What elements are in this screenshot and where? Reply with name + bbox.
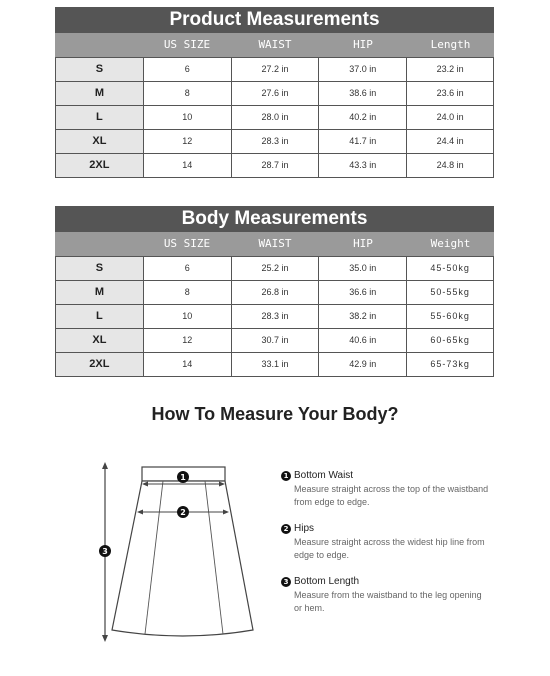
table-cell: 45-50kg bbox=[407, 257, 494, 281]
product-table-body bbox=[55, 57, 494, 178]
marker-2-icon bbox=[177, 506, 189, 518]
table-row bbox=[56, 106, 494, 130]
svg-text:1: 1 bbox=[180, 473, 186, 482]
table-cell: 65-73kg bbox=[407, 353, 494, 377]
instruction-bottom-length bbox=[281, 576, 491, 615]
table-cell: 26.8 in bbox=[232, 281, 320, 305]
table-cell: 38.6 in bbox=[319, 82, 407, 106]
svg-text:3: 3 bbox=[102, 547, 108, 556]
table-cell: 55-60kg bbox=[407, 305, 494, 329]
table-cell: 14 bbox=[144, 353, 232, 377]
table-cell: 35.0 in bbox=[319, 257, 407, 281]
body-measurements-table bbox=[55, 206, 494, 377]
size-cell: XL bbox=[56, 329, 144, 353]
table-cell: 10 bbox=[144, 305, 232, 329]
step-1-badge: 1 bbox=[281, 471, 291, 481]
header-cell-weight: Weight bbox=[430, 237, 471, 250]
instruction-text: Measure from the waistband to the leg opening or hem. bbox=[294, 590, 482, 613]
table-cell: 6 bbox=[144, 257, 232, 281]
header-cell-hip: HIP bbox=[353, 38, 373, 51]
table-cell: 23.6 in bbox=[407, 82, 494, 106]
header-cell-us-size: US SIZE bbox=[163, 38, 211, 51]
table-cell: 24.0 in bbox=[407, 106, 494, 130]
table-cell: 27.6 in bbox=[232, 82, 320, 106]
table-cell: 28.7 in bbox=[232, 154, 320, 178]
header-cell-length: Length bbox=[430, 38, 471, 51]
header-cell-waist: WAIST bbox=[258, 38, 292, 51]
table-row bbox=[56, 130, 494, 154]
size-cell: 2XL bbox=[56, 353, 144, 377]
table-cell: 60-65kg bbox=[407, 329, 494, 353]
header-cell-waist: WAIST bbox=[258, 237, 292, 250]
table-cell: 28.0 in bbox=[232, 106, 320, 130]
instruction-title: Bottom Length bbox=[294, 576, 360, 587]
table-cell: 10 bbox=[144, 106, 232, 130]
size-cell: S bbox=[56, 58, 144, 82]
table-cell: 8 bbox=[144, 281, 232, 305]
instruction-title: Bottom Waist bbox=[294, 470, 354, 481]
table-cell: 12 bbox=[144, 130, 232, 154]
header-cell-us-size: US SIZE bbox=[163, 237, 211, 250]
header-cell bbox=[55, 232, 143, 256]
instruction-title: Hips bbox=[294, 523, 315, 534]
size-cell: XL bbox=[56, 130, 144, 154]
size-cell: L bbox=[56, 106, 144, 130]
body-table-header bbox=[55, 232, 494, 256]
table-row bbox=[56, 305, 494, 329]
skirt-diagram bbox=[95, 462, 265, 652]
table-row bbox=[56, 281, 494, 305]
step-2-badge: 2 bbox=[281, 524, 291, 534]
size-cell: M bbox=[56, 82, 144, 106]
table-row bbox=[56, 353, 494, 377]
table-cell: 14 bbox=[144, 154, 232, 178]
table-row bbox=[56, 58, 494, 82]
body-table-title: Body Measurements bbox=[55, 206, 494, 232]
instruction-text: Measure straight across the top of the waistband from edge to edge. bbox=[294, 484, 489, 507]
table-cell: 25.2 in bbox=[232, 257, 320, 281]
step-3-badge: 3 bbox=[281, 577, 291, 587]
table-cell: 24.4 in bbox=[407, 130, 494, 154]
table-row bbox=[56, 154, 494, 178]
table-cell: 33.1 in bbox=[232, 353, 320, 377]
table-cell: 50-55kg bbox=[407, 281, 494, 305]
size-cell: S bbox=[56, 257, 144, 281]
measure-guide-title: How To Measure Your Body? bbox=[151, 404, 399, 424]
table-cell: 8 bbox=[144, 82, 232, 106]
table-cell: 27.2 in bbox=[232, 58, 320, 82]
product-measurements-table bbox=[55, 7, 494, 178]
table-cell: 24.8 in bbox=[407, 154, 494, 178]
table-cell: 43.3 in bbox=[319, 154, 407, 178]
table-cell: 30.7 in bbox=[232, 329, 320, 353]
product-table-header bbox=[55, 33, 494, 57]
table-cell: 23.2 in bbox=[407, 58, 494, 82]
instruction-hips bbox=[281, 523, 491, 562]
header-cell-hip: HIP bbox=[353, 237, 373, 250]
table-cell: 38.2 in bbox=[319, 305, 407, 329]
table-cell: 37.0 in bbox=[319, 58, 407, 82]
table-cell: 41.7 in bbox=[319, 130, 407, 154]
instruction-bottom-waist bbox=[281, 470, 491, 509]
table-cell: 40.2 in bbox=[319, 106, 407, 130]
table-row bbox=[56, 329, 494, 353]
size-cell: M bbox=[56, 281, 144, 305]
size-cell: 2XL bbox=[56, 154, 144, 178]
table-cell: 28.3 in bbox=[232, 130, 320, 154]
table-cell: 28.3 in bbox=[232, 305, 320, 329]
measure-instructions bbox=[281, 470, 491, 629]
instruction-text: Measure straight across the widest hip line from edge to edge. bbox=[294, 537, 485, 560]
svg-text:2: 2 bbox=[180, 508, 186, 517]
table-row bbox=[56, 257, 494, 281]
header-cell bbox=[55, 33, 143, 57]
size-cell: L bbox=[56, 305, 144, 329]
table-cell: 42.9 in bbox=[319, 353, 407, 377]
body-table-body bbox=[55, 256, 494, 377]
table-cell: 12 bbox=[144, 329, 232, 353]
table-row bbox=[56, 82, 494, 106]
table-cell: 6 bbox=[144, 58, 232, 82]
marker-1-icon bbox=[177, 471, 189, 483]
product-table-title: Product Measurements bbox=[55, 7, 494, 33]
table-cell: 40.6 in bbox=[319, 329, 407, 353]
marker-3-icon bbox=[99, 545, 111, 557]
table-cell: 36.6 in bbox=[319, 281, 407, 305]
